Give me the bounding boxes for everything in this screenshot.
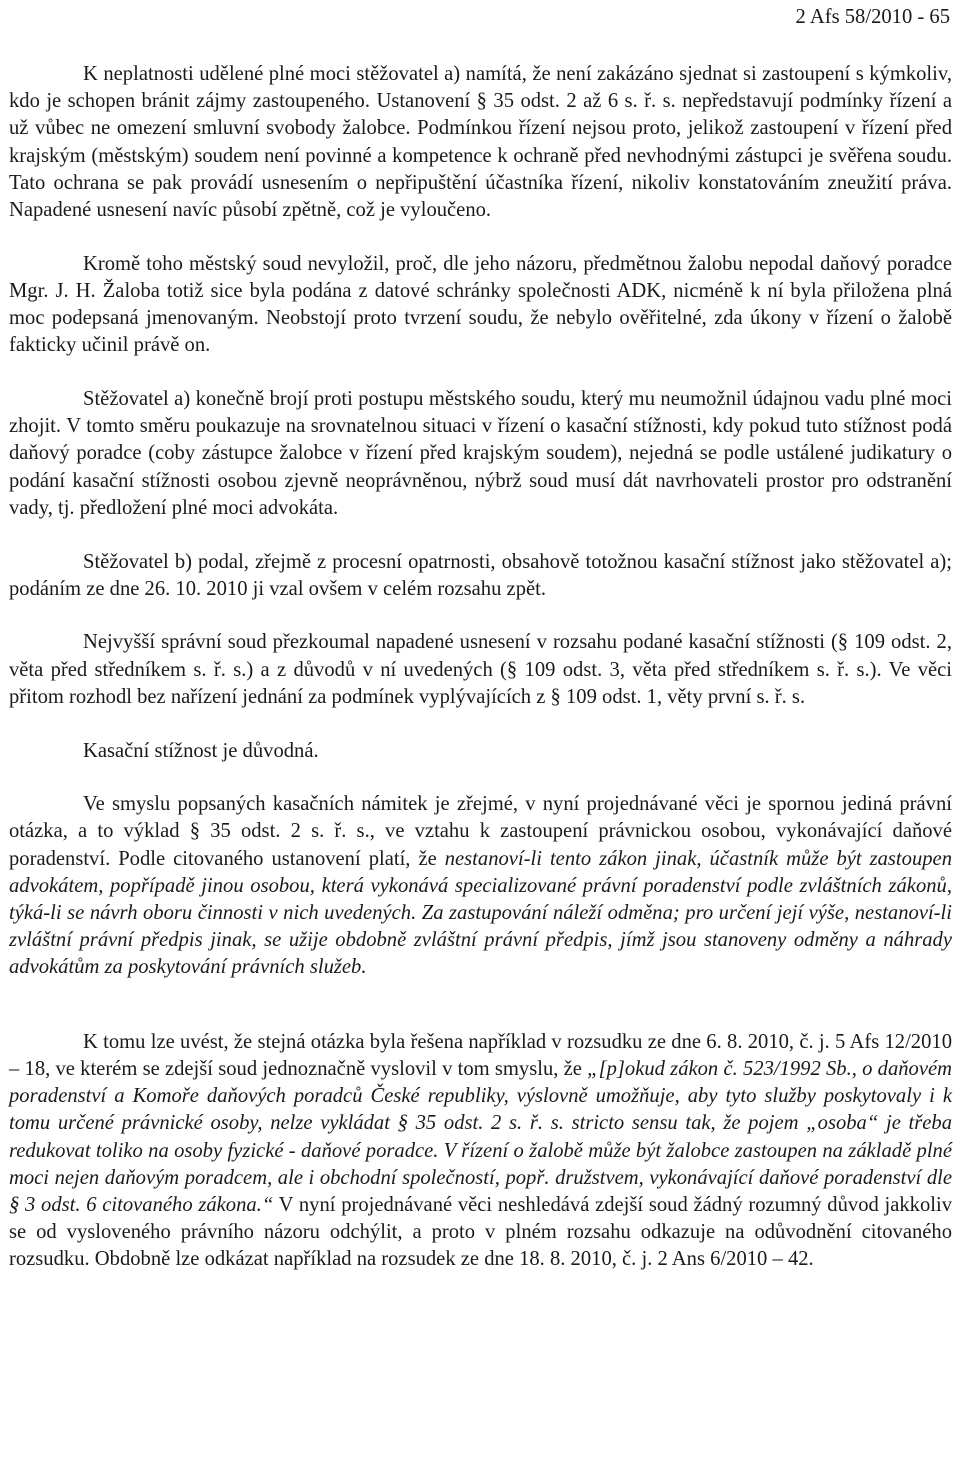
- text-run: V nyní projednávané věci neshledává zdejší soud žádný rozumný důvod jakkoliv se od vysloveného právního názoru odchýlit, a proto v plném rozsahu odkazuje na odůvodnění citovaného rozsudku. Obdobně lze odkázat například na rozsudek ze dne 18. 8. 2010, č. j. 2 Ans 6/2010 – 42.: [9, 1193, 953, 1271]
- paragraph-8: [9, 1029, 952, 1274]
- text-run: K neplatnosti udělené plné moci stěžovatel a) namítá, že není zakázáno sjednat si zastoupení s kýmkoliv, kdo je schopen bránit zájmy zastoupeného. Ustanovení § 35 odst. 2 až 6 s. ř. s. nepředstavují podmínky řízení a už vůbec ne omezení smluvní svobody žalobce. Podmínkou řízení nejsou proto, jelikož zastoupení v řízení před krajským (městským) soudem není povinné a kompetence k ochraně před nevhodnými zástupci je svěřena soudu. Tato ochrana se pak provádí usnesením o nepřipuštění účastníka řízení, nikoliv konstatováním zneužití práva. Napadené usnesení navíc působí zpětně, což je vyloučeno.: [9, 63, 952, 222]
- paragraph-4: [9, 549, 952, 603]
- paragraph-7: [9, 791, 952, 981]
- text-run: K tomu lze uvést, že stejná otázka byla řešena například v rozsudku ze dne 6. 8. 2010, č. j. 5 Afs 12/2010 – 18, ve kterém se zdejší soud jednoznačně vyslovil v tom smyslu, že: [9, 1030, 952, 1080]
- case-reference: 2 Afs 58/2010 - 65: [795, 6, 950, 28]
- document-body: [9, 61, 952, 1274]
- paragraph-5: [9, 629, 952, 711]
- text-run: Nejvyšší správní soud přezkoumal napadené usnesení v rozsahu podané kasační stížnosti (§ 109 odst. 2, věta před středníkem s. ř. s.) a z důvodů v ní uvedených (§ 109 odst. 3, věta před středníkem s. ř. s.). Ve věci přitom rozhodl bez nařízení jednání za podmínek vyplývajících z § 109 odst. 1, věty první s. ř. s.: [9, 631, 952, 708]
- text-run: Stěžovatel b) podal, zřejmě z procesní opatrnosti, obsahově totožnou kasační stížnost jako stěžovatel a); podáním ze dne 26. 10. 2010 ji vzal ovšem v celém rozsahu zpět.: [9, 550, 952, 600]
- paragraph-3: [9, 386, 952, 522]
- text-run: Kasační stížnost je důvodná.: [83, 739, 319, 762]
- text-run: Kromě toho městský soud nevyložil, proč, dle jeho názoru, předmětnou žalobu nepodal daňový poradce Mgr. J. H. Žaloba totiž sice byla podána z datové schránky společnosti ADK, nicméně k ní byla přiložena plná moc podepsaná jmenovaným. Neobstojí proto tvrzení soudu, že nebylo ověřitelné, zda úkony v řízení o žalobě fakticky učinil právě on.: [9, 252, 952, 357]
- paragraph-1: [9, 61, 952, 224]
- paragraph-2: [9, 251, 952, 360]
- italic-quotation: nestanoví-li tento zákon jinak, účastník může být zastoupen advokátem, popřípadě jinou osobou, která vykonává specializované právní poradenství podle zvláštních zákonů, týká-li se návrh oboru činnosti v nich uvedených. Za zastupování náleží odměna; pro určení její výše, nestanoví-li zvláštní právní předpis jinak, se užije obdobně zvláštní právní předpis, jímž jsou stanoveny odměny a náhrady advokátům za poskytování právních služeb.: [9, 847, 952, 979]
- paragraph-6: [9, 738, 952, 765]
- italic-quotation: „[p]okud zákon č. 523/1992 Sb., o daňovém poradenství a Komoře daňových poradců České republiky, výslovně umožňuje, aby tyto služby poskytovaly i k tomu určené právnické osoby, nelze vykládat § 35 odst. 2 s. ř. s. stricto sensu tak, že pojem „osoba“ je třeba redukovat toliko na osoby fyzické - daňové poradce. V řízení o žalobě může být žalobce zastoupen na základě plné moci nejen daňovým poradcem, ale i obchodní společností, popř. družstvem, vykonávající daňové poradenství dle § 3 odst. 6 citovaného zákona.“: [9, 1057, 952, 1216]
- text-run: Ve smyslu popsaných kasačních námitek je zřejmé, v nyní projednávané věci je spornou jediná právní otázka, a to výklad § 35 odst. 2 s. ř. s., ve vztahu k zastoupení právnickou osobou, vykonávající daňové poradenství. Podle citovaného ustanovení platí, že: [9, 793, 952, 870]
- text-run: Stěžovatel a) konečně brojí proti postupu městského soudu, který mu neumožnil údajnou vadu plné moci zhojit. V tomto směru poukazuje na srovnatelnou situaci v řízení o kasační stížnosti, kdy pokud tuto stížnost podá daňový poradce (coby zástupce žalobce v řízení před krajským soudem), nejedná se podle ustálené judikatury o podání kasační stížnosti osobou zjevně neoprávněnou, nýbrž soud musí dát navrhovateli prostor pro odstranění vady, tj. předložení plné moci advokáta.: [9, 388, 952, 519]
